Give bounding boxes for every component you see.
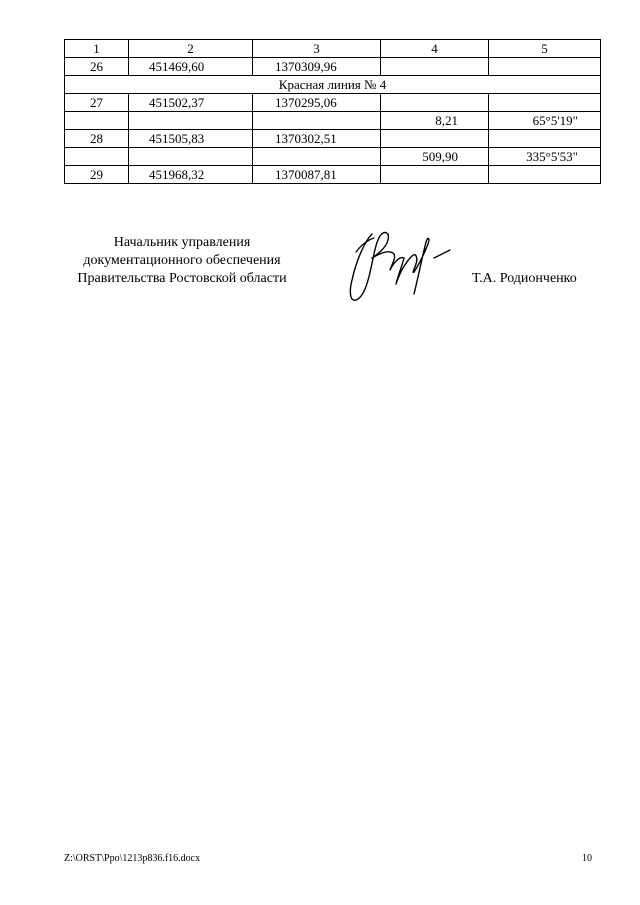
y-coordinate-cell: 1370295,06 bbox=[253, 94, 381, 112]
x-coordinate-cell bbox=[129, 112, 253, 130]
position-line-1: Начальник управления bbox=[113, 235, 251, 250]
position-line-2: документационного обеспечения bbox=[83, 253, 281, 268]
x-coordinate-cell: 451469,60 bbox=[129, 58, 253, 76]
y-coordinate-cell: 1370302,51 bbox=[253, 130, 381, 148]
point-number-cell: 28 bbox=[65, 130, 129, 148]
x-coordinate-cell bbox=[129, 148, 253, 166]
table-row bbox=[65, 148, 601, 166]
length-cell bbox=[381, 58, 489, 76]
point-number-cell bbox=[65, 148, 129, 166]
signatory-position bbox=[60, 234, 304, 288]
table-row bbox=[65, 130, 601, 148]
angle-cell: 65°5'19" bbox=[489, 112, 601, 130]
handwritten-signature bbox=[338, 222, 456, 308]
x-coordinate-cell: 451968,32 bbox=[129, 166, 253, 184]
y-coordinate-cell bbox=[253, 112, 381, 130]
angle-cell bbox=[489, 94, 601, 112]
length-cell: 509,90 bbox=[381, 148, 489, 166]
angle-cell bbox=[489, 58, 601, 76]
length-cell bbox=[381, 94, 489, 112]
coordinates-table bbox=[64, 39, 601, 184]
table-header-row bbox=[65, 40, 601, 58]
header-cell-2: 2 bbox=[129, 40, 253, 58]
table-row bbox=[65, 112, 601, 130]
angle-cell bbox=[489, 166, 601, 184]
point-number-cell: 26 bbox=[65, 58, 129, 76]
length-cell: 8,21 bbox=[381, 112, 489, 130]
table-row bbox=[65, 94, 601, 112]
page-number: 10 bbox=[582, 853, 592, 864]
red-line-section-title: Красная линия № 4 bbox=[65, 76, 601, 94]
x-coordinate-cell: 451505,83 bbox=[129, 130, 253, 148]
position-line-3: Правительства Ростовской области bbox=[77, 271, 287, 286]
angle-cell bbox=[489, 130, 601, 148]
point-number-cell: 27 bbox=[65, 94, 129, 112]
header-cell-5: 5 bbox=[489, 40, 601, 58]
header-cell-4: 4 bbox=[381, 40, 489, 58]
y-coordinate-cell bbox=[253, 148, 381, 166]
point-number-cell bbox=[65, 112, 129, 130]
y-coordinate-cell: 1370309,96 bbox=[253, 58, 381, 76]
header-cell-3: 3 bbox=[253, 40, 381, 58]
point-number-cell: 29 bbox=[65, 166, 129, 184]
length-cell bbox=[381, 130, 489, 148]
length-cell bbox=[381, 166, 489, 184]
table-row bbox=[65, 58, 601, 76]
signer-name: Т.А. Родионченко bbox=[472, 271, 577, 286]
coordinates-table-body bbox=[65, 40, 601, 184]
angle-cell: 335°5'53" bbox=[489, 148, 601, 166]
table-row bbox=[65, 166, 601, 184]
y-coordinate-cell: 1370087,81 bbox=[253, 166, 381, 184]
table-section-row bbox=[65, 76, 601, 94]
x-coordinate-cell: 451502,37 bbox=[129, 94, 253, 112]
footer-file-path: Z:\ORST\Ppo\1213p836.f16.docx bbox=[64, 853, 201, 864]
header-cell-1: 1 bbox=[65, 40, 129, 58]
